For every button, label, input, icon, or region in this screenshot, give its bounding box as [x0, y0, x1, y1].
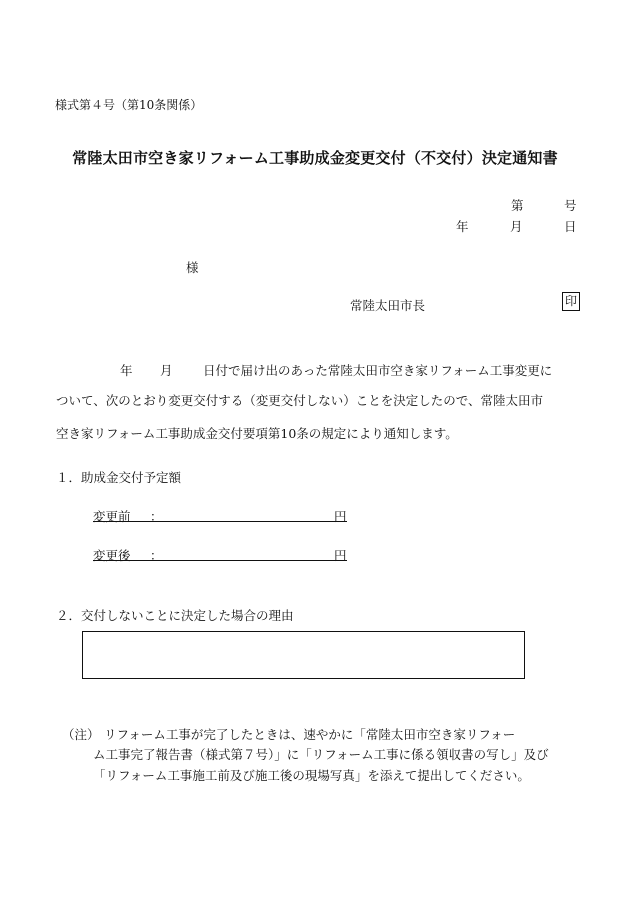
- amount-after-underline: [93, 560, 347, 561]
- section2-heading: ２．交付しないことに決定した場合の理由: [56, 608, 294, 623]
- amount-before-yen: 円: [334, 509, 347, 524]
- body-line-3: 空き家リフォーム工事助成金交付要項第10条の規定により通知します。: [56, 426, 458, 441]
- reason-box: [82, 631, 525, 679]
- doc-number-go: 号: [564, 198, 577, 213]
- date-day: 日: [564, 219, 577, 234]
- doc-number-dai: 第: [511, 198, 524, 213]
- seal-box: 印: [562, 292, 580, 311]
- section1-heading: １．助成金交付予定額: [56, 470, 182, 485]
- amount-after-yen: 円: [334, 548, 347, 563]
- body-line-2: ついて、次のとおり変更交付する（変更交付しない）ことを決定したので、常陸太田市: [56, 393, 544, 408]
- addressee-suffix: 様: [186, 260, 199, 275]
- note-line-1-text: リフォーム工事が完了したときは、速やかに「常陸太田市空き家リフォー: [104, 727, 516, 742]
- document-title: 常陸太田市空き家リフォーム工事助成金変更交付（不交付）決定通知書: [72, 149, 558, 167]
- amount-before-underline: [93, 521, 347, 522]
- body-line-1-text: 日付で届け出のあった常陸太田市空き家リフォーム工事変更に: [203, 363, 553, 378]
- amount-before-colon: ：: [150, 509, 163, 524]
- date-year: 年: [456, 219, 469, 234]
- form-number: 様式第４号（第10条関係）: [55, 98, 203, 112]
- issuer-name: 常陸太田市長: [350, 298, 426, 313]
- date-month: 月: [510, 219, 523, 234]
- amount-before-label: 変更前: [93, 509, 131, 524]
- body-year: 年: [120, 363, 133, 378]
- body-month: 月: [160, 363, 173, 378]
- note-line-2: ム工事完了報告書（様式第７号）」に「リフォーム工事に係る領収書の写し」及び: [93, 747, 549, 762]
- note-line-3: 「リフォーム工事施工前及び施工後の現場写真」を添えて提出してください。: [93, 768, 530, 783]
- amount-after-label: 変更後: [93, 548, 131, 563]
- note-label: （注）: [62, 727, 100, 742]
- amount-after-colon: ：: [150, 548, 163, 563]
